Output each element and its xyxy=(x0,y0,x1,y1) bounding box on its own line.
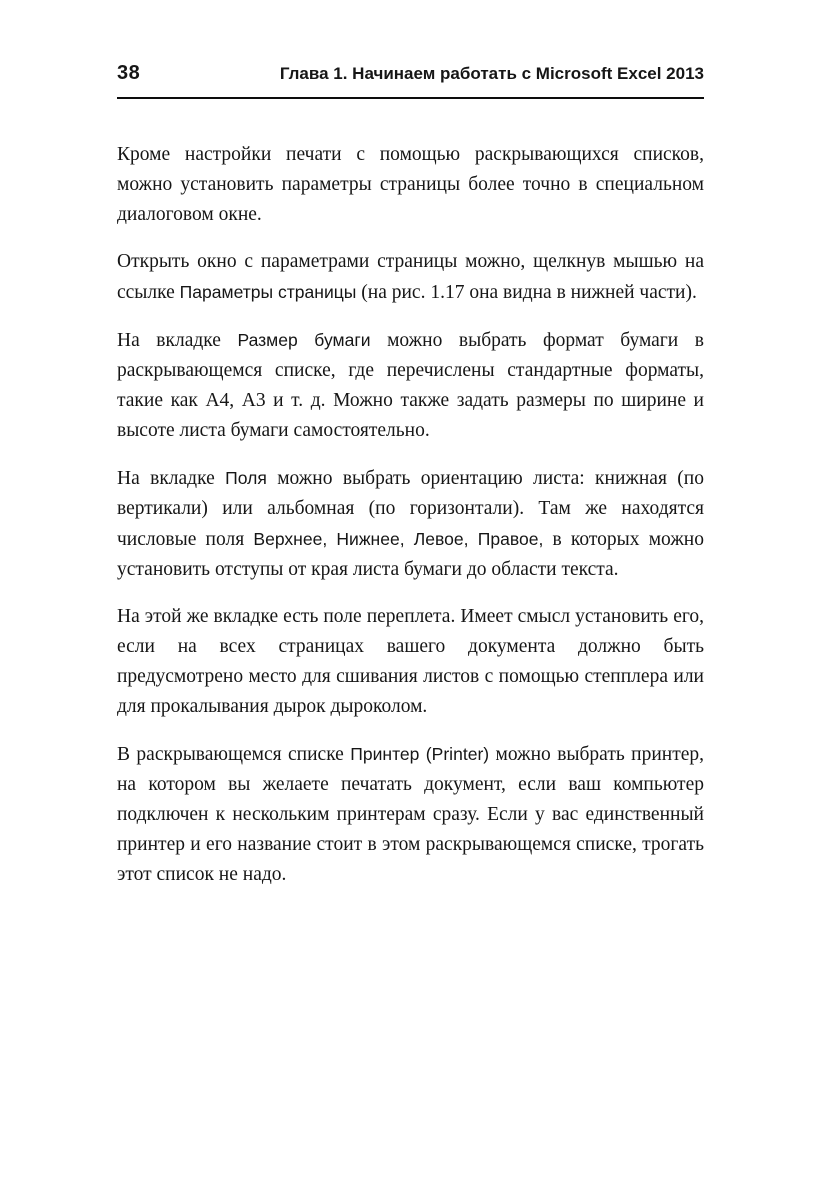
paragraph xyxy=(117,140,704,230)
paragraph xyxy=(117,325,704,446)
text-run: (на рис. 1.17 она видна в нижней части). xyxy=(356,282,697,303)
paragraph xyxy=(117,602,704,722)
text-run: Кроме настройки печати с помощью раскрывающихся списков, можно установить параметры страницы более точно в специальном диалоговом окне. xyxy=(117,144,704,225)
ui-term: Верхнее, Нижнее, Левое, Правое, xyxy=(253,529,544,549)
header-rule xyxy=(117,97,704,99)
text-run: можно выбрать формат бумаги в раскрывающемся списке, где перечислены стандартные форматы, такие как А4, А3 и т. д. Можно также задать размеры по ширине и высоте листа бумаги самостоятельно. xyxy=(117,330,704,441)
body-text xyxy=(117,140,704,907)
paragraph xyxy=(117,247,704,308)
page-number: 38 xyxy=(117,62,141,84)
paragraph xyxy=(117,463,704,585)
ui-term: Параметры страницы xyxy=(179,282,357,302)
ui-term: Принтер (Printer) xyxy=(350,744,490,764)
text-run: можно выбрать принтер, на котором вы желаете печатать документ, если ваш компьютер подключен к нескольким принтерам сразу. Если у вас единственный принтер и его название стоит в этом раскрывающемся списке, трогать этот список не надо. xyxy=(117,744,705,885)
page-header xyxy=(117,62,704,85)
text-run: Открыть окно с параметрами страницы можно, щелкнув мышью на ссылке xyxy=(117,251,704,303)
text-run: В раскрывающемся списке xyxy=(117,744,351,765)
paragraph xyxy=(117,739,704,890)
text-run: На этой же вкладке есть поле переплета. Имеет смысл установить его, если на всех страницах вашего документа должно быть предусмотрено место для сшивания листов с помощью степплера или для прокалывания дырок дыроколом. xyxy=(117,606,704,717)
ui-term: Размер бумаги xyxy=(237,330,371,350)
text-run: в которых можно установить отступы от края листа бумаги до области текста. xyxy=(117,529,704,580)
running-head: Глава 1. Начинаем работать с Microsoft Excel 2013 xyxy=(279,64,704,83)
text-run: можно выбрать ориентацию листа: книжная (по вертикали) или альбомная (по горизонтали). Там же находятся числовые поля xyxy=(117,468,704,550)
text-run: На вкладке xyxy=(117,330,238,351)
ui-term: Поля xyxy=(225,468,267,488)
text-run: На вкладке xyxy=(117,468,226,489)
